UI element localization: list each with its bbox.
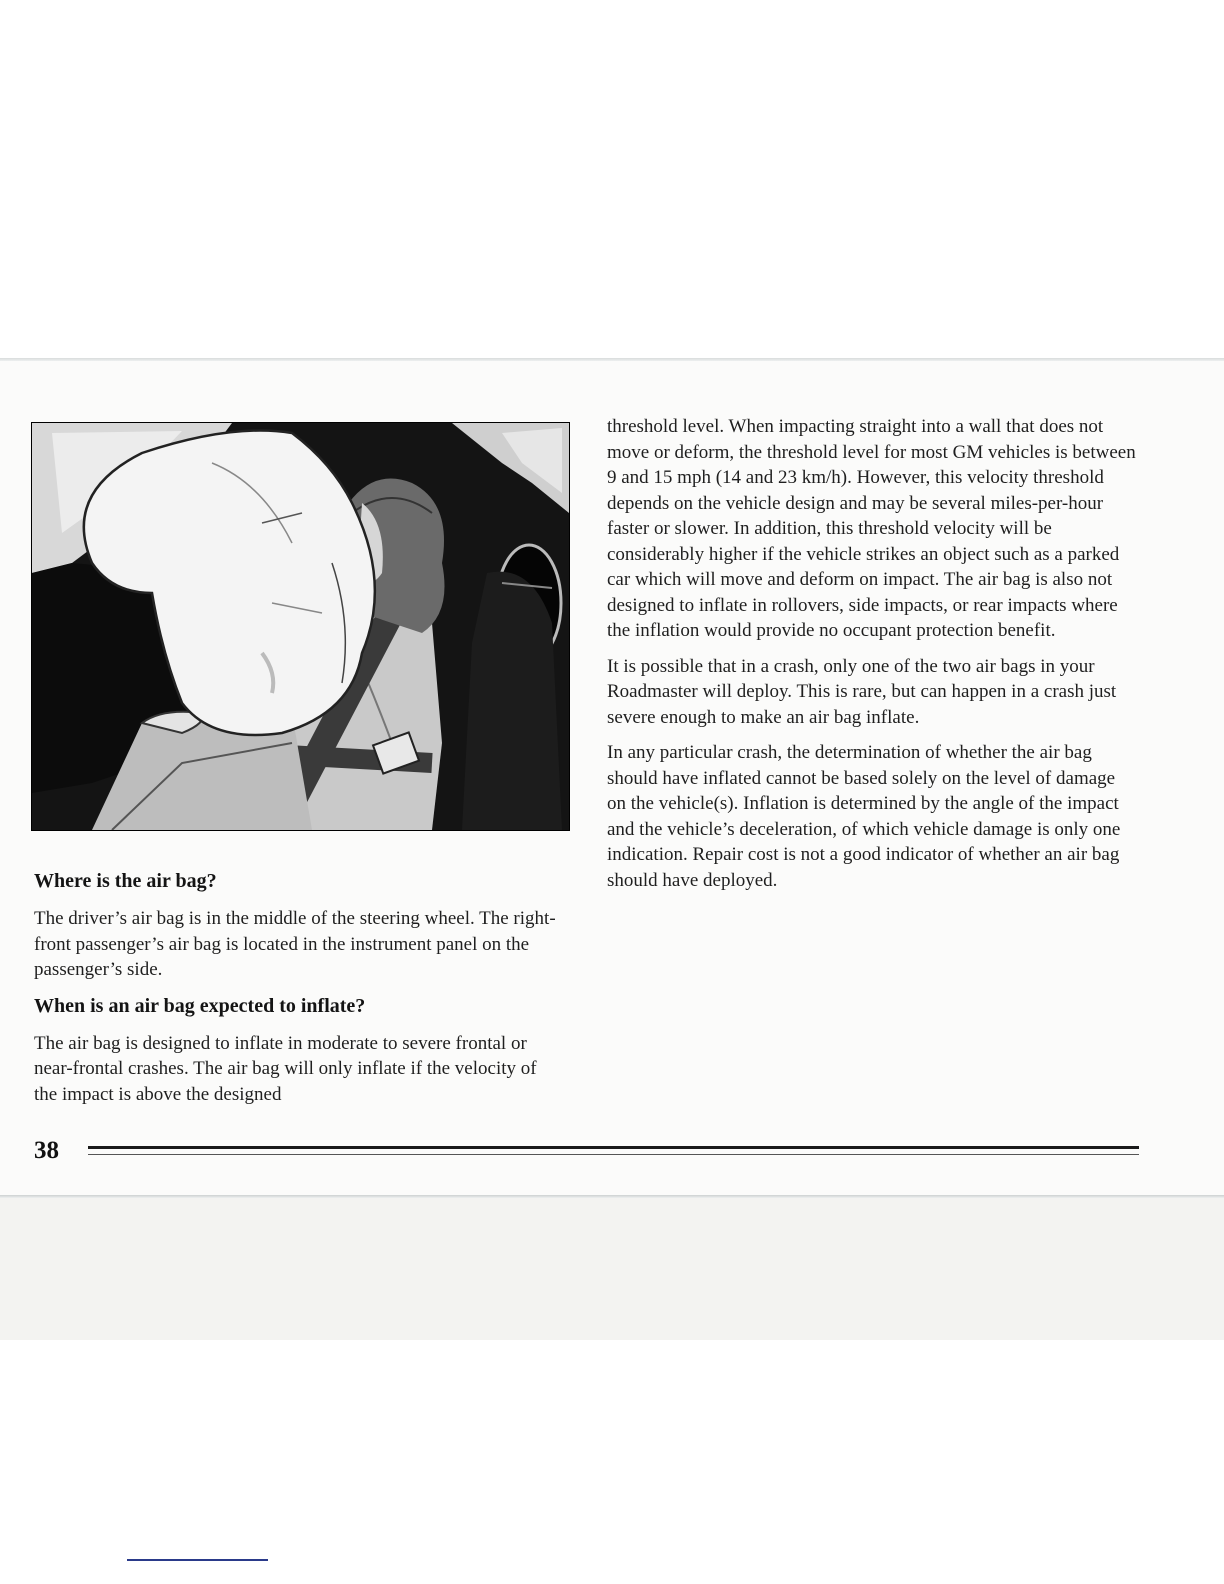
bottom-edge-rule [0,1195,1224,1198]
airbag-deployment-illustration [31,422,570,831]
paragraph-one-bag-deploy: It is possible that in a crash, only one of the two air bags in your Roadmaster will deploy. This is rare, but can happen in a crash just severe enough to make an air bag inflate. [607,655,1117,728]
footer-rule-thin [88,1154,1139,1155]
right-text-column [607,414,1137,903]
bottom-stray-line [127,1559,268,1561]
paragraph-airbag-location: The driver’s air bag is in the middle of the steering wheel. The right-front passenger’s air bag is located in the instrument panel on the passenger’s side. [34,908,556,980]
heading-where-is-airbag: Where is the air bag? [34,870,217,892]
paragraph-inflate-conditions: The air bag is designed to inflate in moderate to severe frontal or near-frontal crashes. The air bag will only inflate if the velocity of the impact is above the designed [34,1032,537,1105]
heading-when-inflate: When is an air bag expected to inflate? [34,994,366,1017]
page-number: 38 [34,1137,59,1164]
page-footer [34,1136,1139,1170]
paragraph-threshold-level: threshold level. When impacting straight into a wall that does not move or deform, the threshold level for most GM vehicles is between 9 and 15 mph (14 and 23 km/h). However, this velocity threshold depends on the vehicle design and may be several miles-per-hour faster or slower. In addition, this threshold velocity will be considerably higher if the vehicle strikes an object such as a parked car which will move and deform on impact. The air bag is also not designed to inflate in rollovers, side impacts, or rear impacts where the inflation would provide no occupant protection benefit. [607,416,1136,641]
airbag-illustration-svg [32,423,569,830]
lower-band [0,1198,1224,1340]
paragraph-damage-determination: In any particular crash, the determination of whether the air bag should have inflated cannot be based solely on the level of damage on the vehicle(s). Inflation is determined by the angle of the impact and the vehicle’s deceleration, of which vehicle damage is only one indication. Repair cost is not a good indicator of whether an air bag should have deployed. [607,742,1121,891]
left-text-column [34,866,564,1117]
top-edge-rule [0,358,1224,361]
footer-rule-thick [88,1146,1139,1149]
